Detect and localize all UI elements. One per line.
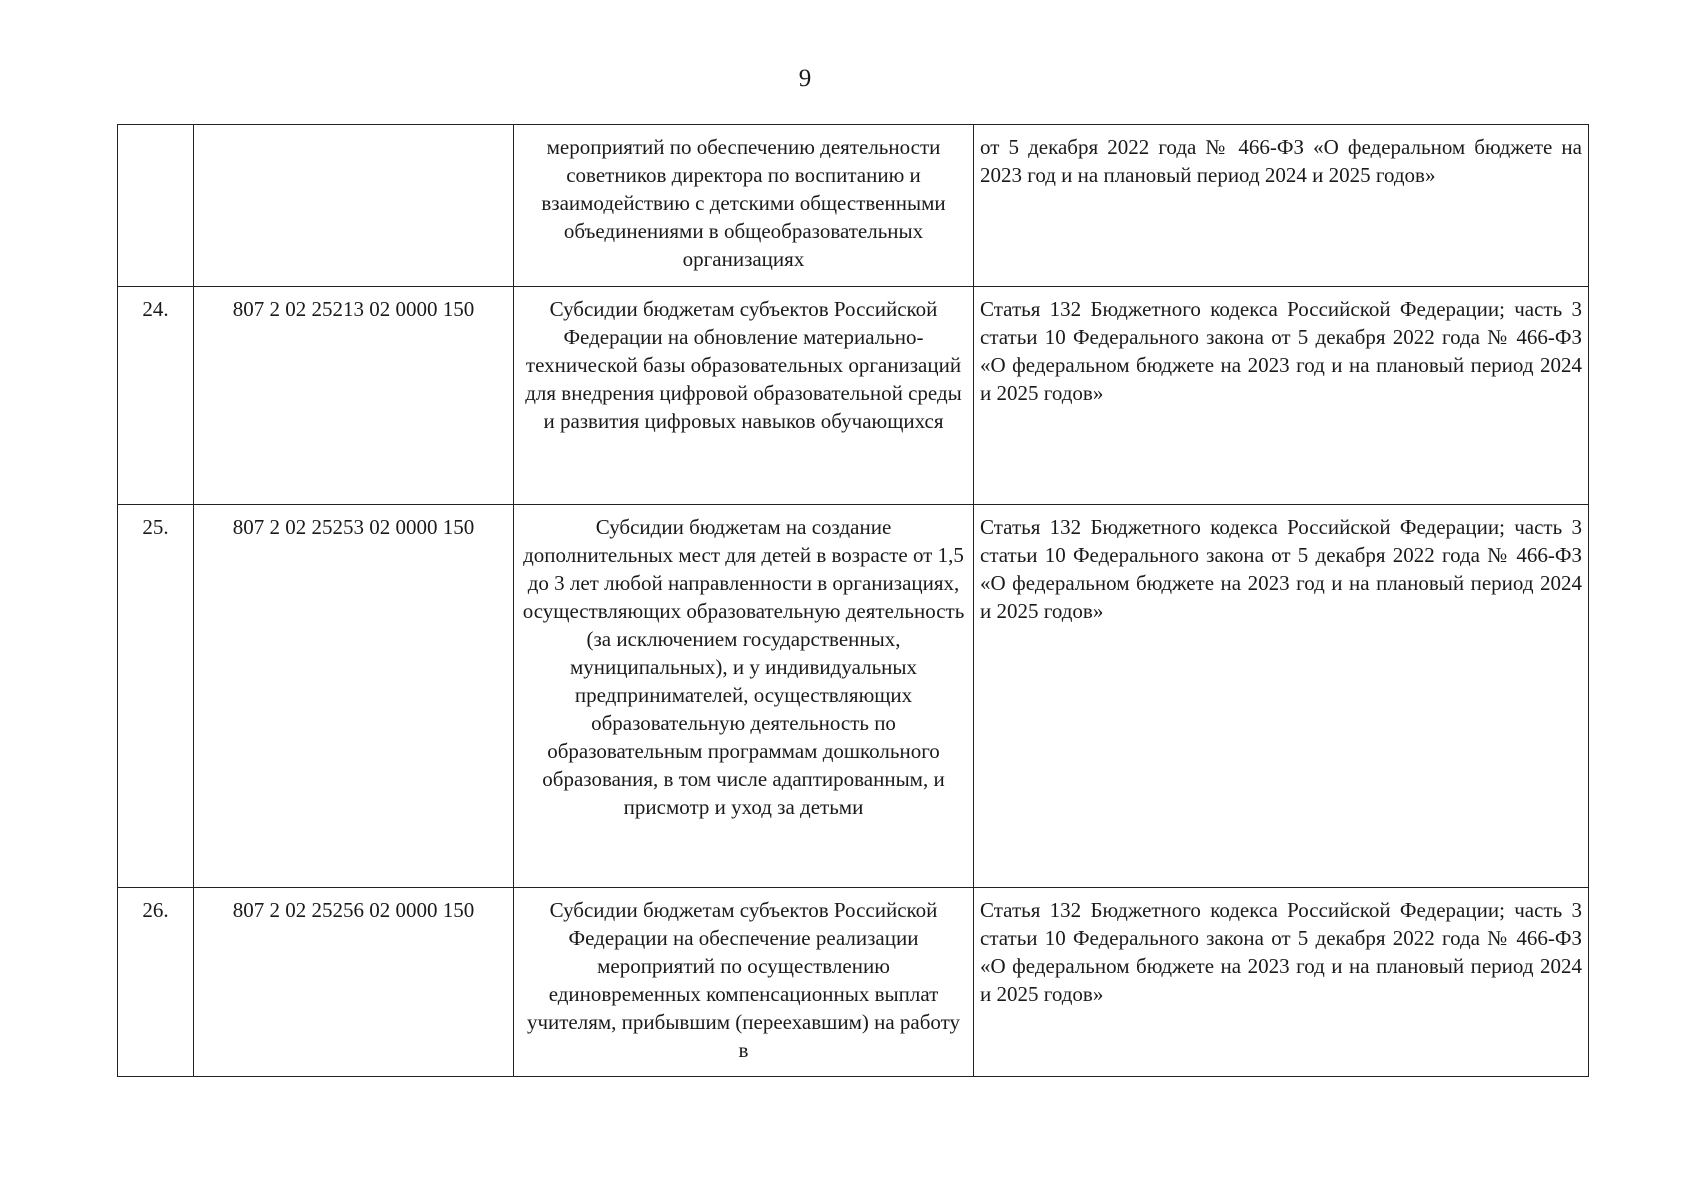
table-row [118, 125, 1589, 287]
legal-basis: Статья 132 Бюджетного кодекса Российской Федерации; часть 3 статьи 10 Федерального закона от 5 декабря 2022 года № 466-ФЗ «О федеральном бюджете на 2023 год и на плановый период 2024 и 2025 годов» [974, 505, 1589, 888]
table-row [118, 505, 1589, 888]
revenue-name: Субсидии бюджетам субъектов Российской Федерации на обеспечение реализации мероприятий по осуществлению единовременных компенсационных выплат учителям, прибывшим (переехавшим) на работу в [514, 888, 974, 1077]
budget-code: 807 2 02 25253 02 0000 150 [194, 505, 514, 888]
budget-table [117, 124, 1589, 1077]
budget-code [194, 125, 514, 287]
row-number: 26. [118, 888, 194, 1077]
revenue-name: Субсидии бюджетам на создание дополнительных мест для детей в возрасте от 1,5 до 3 лет любой направленности в организациях, осуществляющих образовательную деятельность (за исключением государственных, муниципальных), и у индивидуальных предпринимателей, осуществляющих образовательную деятельность по образовательным программам дошкольного образования, в том числе адаптированным, и присмотр и уход за детьми [514, 505, 974, 888]
revenue-name: Субсидии бюджетам субъектов Российской Федерации на обновление материально-технической базы образовательных организаций для внедрения цифровой образовательной среды и развития цифровых навыков обучающихся [514, 287, 974, 505]
page-number: 9 [798, 65, 812, 92]
budget-code: 807 2 02 25213 02 0000 150 [194, 287, 514, 505]
budget-code: 807 2 02 25256 02 0000 150 [194, 888, 514, 1077]
table-row [118, 287, 1589, 505]
legal-basis: Статья 132 Бюджетного кодекса Российской Федерации; часть 3 статьи 10 Федерального закона от 5 декабря 2022 года № 466-ФЗ «О федеральном бюджете на 2023 год и на плановый период 2024 и 2025 годов» [974, 287, 1589, 505]
row-number: 24. [118, 287, 194, 505]
row-number: 25. [118, 505, 194, 888]
row-number [118, 125, 194, 287]
legal-basis: от 5 декабря 2022 года № 466-ФЗ «О федеральном бюджете на 2023 год и на плановый период 2024 и 2025 годов» [974, 125, 1589, 287]
table-row [118, 888, 1589, 1077]
legal-basis: Статья 132 Бюджетного кодекса Российской Федерации; часть 3 статьи 10 Федерального закона от 5 декабря 2022 года № 466-ФЗ «О федеральном бюджете на 2023 год и на плановый период 2024 и 2025 годов» [974, 888, 1589, 1077]
revenue-name: мероприятий по обеспечению деятельности советников директора по воспитанию и взаимодействию с детскими общественными объединениями в общеобразовательных организациях [514, 125, 974, 287]
